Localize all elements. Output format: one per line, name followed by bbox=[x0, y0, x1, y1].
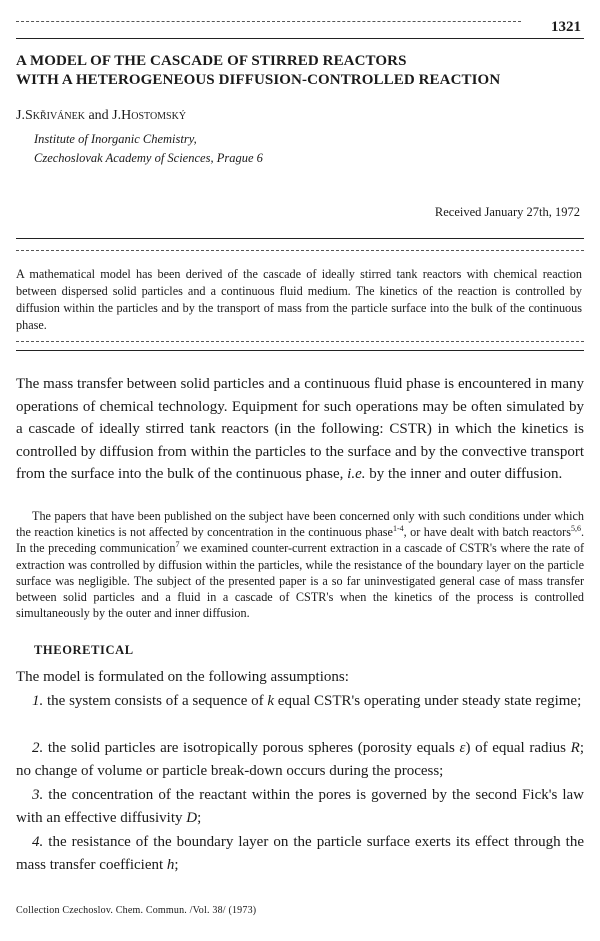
abstract-top-rule-dashed bbox=[16, 250, 584, 251]
symbol-epsilon: ε bbox=[459, 740, 466, 756]
assumption-item-4 bbox=[16, 831, 584, 876]
assumption-item-3 bbox=[16, 784, 584, 829]
assumption-text: the resistance of the boundary layer on the particle surface exerts its effect through the mass transfer coefficient bbox=[16, 834, 584, 873]
assumption-text: ; bbox=[197, 809, 202, 826]
affiliation-line-2: Czechoslovak Academy of Sciences, Prague 6 bbox=[34, 151, 263, 165]
assumption-text: the system consists of a sequence of bbox=[43, 693, 268, 709]
intro-p2-text-d: we examined counter-current extraction in a cascade of CSTR's where the rate of extraction was controlled by diffusion within the particles, while the resistance of the boundary layer on the particle surface was negligible. The subject of the presented paper is a so far uninvestigated general case of mass transfer between solid particles and a fluid in a cascade of CSTR's when the kinetics of the process is controlled simultaneously by the outer and inner diffusion. bbox=[16, 541, 584, 621]
assumptions-intro: The model is formulated on the following assumptions: bbox=[16, 669, 349, 685]
intro-p1-end: by the inner and outer diffusion. bbox=[365, 466, 563, 482]
assumption-text: the solid particles are isotropically porous spheres (porosity equals bbox=[43, 740, 460, 756]
author-2-surname: ostomský bbox=[131, 108, 187, 123]
reference-marker: 1-4 bbox=[392, 524, 404, 534]
symbol-h: h bbox=[166, 856, 175, 873]
intro-p2-text-c: . In the preceding communication bbox=[16, 525, 584, 556]
symbol-k: k bbox=[267, 693, 275, 709]
intro-p2-text-b: , or have dealt with batch reactors bbox=[403, 525, 571, 540]
symbol-R: R bbox=[570, 740, 580, 756]
affiliation-line-1: Institute of Inorganic Chemistry, bbox=[34, 132, 197, 146]
intro-paragraph-1 bbox=[16, 373, 584, 486]
title-line-1: A MODEL OF THE CASCADE OF STIRRED REACTORS bbox=[16, 53, 407, 69]
authors bbox=[16, 108, 186, 124]
assumption-text: ; bbox=[174, 856, 179, 873]
intro-p1-text: The mass transfer between solid particles and a continuous fluid phase is encountered in many operations of chemical technology. Equipment for such operations may be often simulated by a cascade of ideally stirred tank reactors (in the following: CSTR) in which the kinetics is controlled by diffusion from within the particles to the surface and by the convective transport from the surface into the bulk of the continuous phase, bbox=[16, 376, 584, 482]
assumption-text: the concentration of the reactant within the pores is governed by the second Fick's law with an effective diffusivity bbox=[16, 787, 584, 826]
abstract: A mathematical model has been derived of the cascade of ideally stirred tank reactors with chemical reaction between dispersed solid particles and a continuous fluid medium. The kinetics of the reaction is controlled by diffusion within the particles and by the transport of mass from the particle surface into the bulk of the continuous phase. bbox=[16, 267, 582, 332]
assumption-text: ) of equal radius bbox=[465, 740, 571, 756]
assumption-item-2 bbox=[16, 737, 584, 782]
abstract-bottom-rule-dashed bbox=[16, 341, 584, 342]
reference-marker: 5,6 bbox=[570, 524, 581, 534]
author-1-surname: křivánek bbox=[32, 108, 85, 123]
reference-marker: 7 bbox=[175, 540, 180, 550]
header-rule-bold bbox=[16, 38, 584, 39]
assumption-number: 2. bbox=[32, 740, 44, 756]
author-2-initial: J.H bbox=[112, 108, 132, 123]
author-1-initial: J.S bbox=[16, 108, 33, 123]
symbol-D: D bbox=[186, 809, 198, 826]
abstract-top-rule bbox=[16, 238, 584, 239]
abstract-bottom-rule bbox=[16, 350, 584, 351]
intro-p2-text-a: The papers that have been published on the subject have been concerned only with such conditions under which the reaction kinetics is not affected by concentration in the continuous phase bbox=[16, 509, 584, 540]
page-number: 1321 bbox=[551, 19, 581, 35]
assumption-text: ; no change of volume or particle break-down occurs during the process; bbox=[16, 740, 584, 779]
received-date: Received January 27th, 1972 bbox=[434, 205, 580, 219]
intro-p1-ie: i.e. bbox=[347, 466, 366, 482]
assumption-item-1 bbox=[16, 690, 584, 713]
author-separator: and bbox=[84, 108, 113, 123]
assumption-number: 4. bbox=[32, 834, 44, 850]
header-rule bbox=[16, 21, 521, 22]
assumption-number: 1. bbox=[32, 693, 44, 709]
journal-footer: Collection Czechoslov. Chem. Commun. /Vol. 38/ (1973) bbox=[16, 905, 257, 916]
section-heading: THEORETICAL bbox=[34, 643, 134, 657]
assumption-number: 3. bbox=[32, 787, 44, 803]
assumption-text: equal CSTR's operating under steady state regime; bbox=[274, 693, 582, 709]
intro-paragraph-2 bbox=[16, 508, 584, 621]
title-line-2: WITH A HETEROGENEOUS DIFFUSION-CONTROLLED REACTION bbox=[16, 72, 501, 88]
